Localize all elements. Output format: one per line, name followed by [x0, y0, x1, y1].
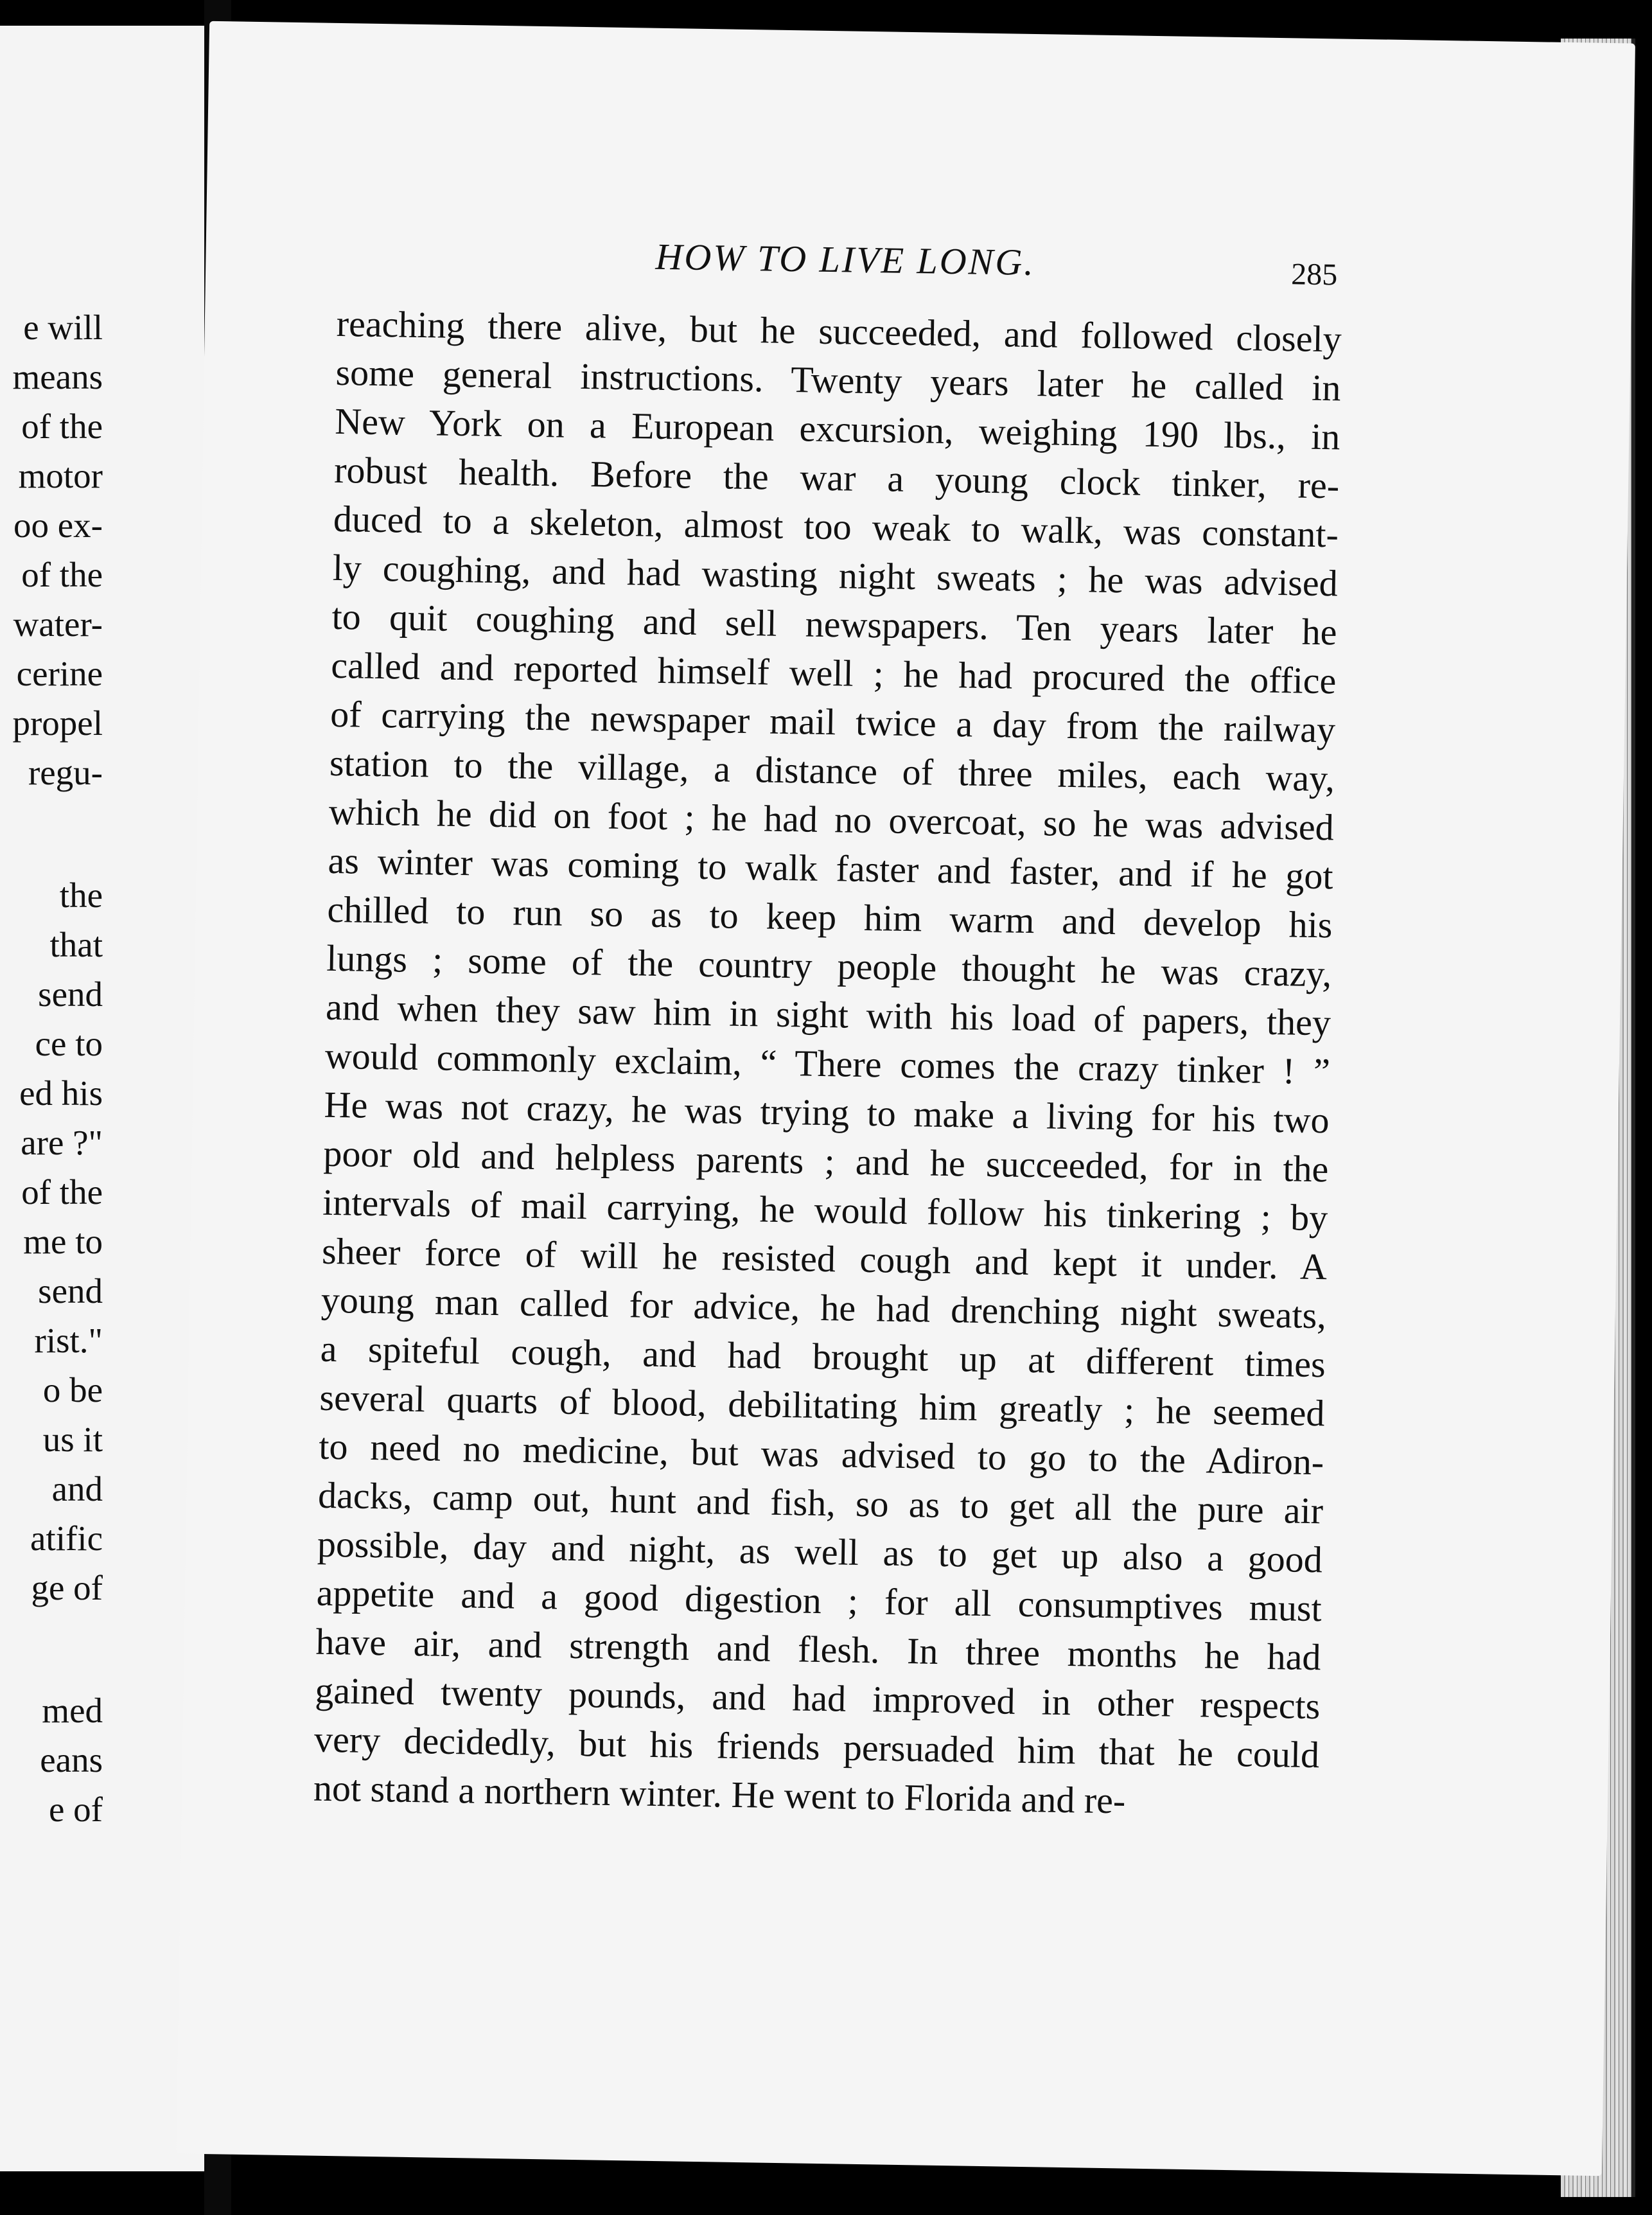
- text-line: to quit coughing and sell newspapers. Ten years later he: [331, 595, 1337, 653]
- left-page-fragment: of the: [21, 1172, 103, 1212]
- left-page-fragment: send: [38, 1271, 103, 1310]
- text-line: of carrying the newspaper mail twice a day from the railway: [330, 693, 1336, 751]
- text-line: called and reported himself well ; he had procured the office: [330, 644, 1337, 702]
- left-page-fragment: means: [12, 357, 103, 396]
- left-page-fragment: cerine: [16, 654, 103, 693]
- left-page-fragment: atific: [30, 1519, 103, 1558]
- text-line: duced to a skeleton, almost too weak to walk, was constant-: [333, 497, 1339, 556]
- left-page-fragment: me to: [23, 1222, 103, 1261]
- left-page-fragment: water-: [13, 604, 103, 644]
- text-line: possible, day and night, as well as to get up also a good: [317, 1522, 1323, 1581]
- text-line: New York on a European excursion, weighing 190 lbs., in: [334, 400, 1340, 458]
- left-page-fragment: are ?": [21, 1123, 103, 1162]
- book-page: [176, 21, 1635, 2176]
- text-line: to need no medicine, but was advised to go to the Adiron-: [318, 1425, 1324, 1483]
- text-line: would commonly exclaim, “ There comes the crazy tinker ! ”: [324, 1034, 1331, 1093]
- left-page-fragment: regu-: [28, 753, 103, 792]
- left-page-fragment: oo ex-: [13, 506, 103, 545]
- left-page-fragment: of the: [21, 555, 103, 594]
- text-line: sheer force of will he resisted cough and kept it under. A: [321, 1230, 1328, 1288]
- text-line: not stand a northern winter. He went to Florida and re-: [313, 1767, 1126, 1822]
- body-text: [313, 299, 1342, 1828]
- text-line: young man called for advice, he had drenching night sweats,: [321, 1278, 1327, 1337]
- left-page-fragment: that: [49, 925, 103, 964]
- text-line: chilled to run so as to keep him warm and develop his: [327, 888, 1333, 946]
- left-page-fragment: o be: [42, 1370, 103, 1409]
- text-line: dacks, camp out, hunt and fish, so as to get all the pure air: [317, 1474, 1324, 1532]
- left-page-fragment: ge of: [31, 1568, 103, 1607]
- text-line: robust health. Before the war a young clock tinker, re-: [333, 448, 1340, 507]
- text-line: He was not crazy, he was trying to make a living for his two: [324, 1083, 1330, 1142]
- left-page-fragment: ce to: [35, 1024, 103, 1063]
- left-page-fragment: the: [59, 876, 103, 915]
- text-line: and when they saw him in sight with his load of papers, they: [325, 985, 1331, 1044]
- left-page-fragment: eans: [40, 1740, 103, 1779]
- left-page-fragment: and: [51, 1469, 103, 1508]
- text-line: lungs ; some of the country people thought he was crazy,: [326, 937, 1332, 995]
- left-page-fragment: e will: [23, 308, 103, 347]
- text-line: which he did on foot ; he had no overcoat, so he was advised: [328, 790, 1335, 849]
- text-line: gained twenty pounds, and had improved in other respects: [314, 1669, 1321, 1727]
- text-line: intervals of mail carrying, he would follow his tinkering ; by: [322, 1181, 1328, 1239]
- left-page-fragment: send: [38, 975, 103, 1014]
- text-line: appetite and a good digestion ; for all consumptives must: [316, 1571, 1322, 1630]
- left-page-fragment: propel: [12, 703, 103, 743]
- left-page-fragment: med: [42, 1691, 103, 1730]
- text-line: poor old and helpless parents ; and he succeeded, for in the: [323, 1132, 1329, 1190]
- left-page-fragment: us it: [42, 1420, 103, 1459]
- left-page-fragment: of the: [21, 407, 103, 446]
- facing-page-left: [0, 26, 204, 2171]
- text-line: several quarts of blood, debilitating him greatly ; he seemed: [319, 1376, 1325, 1434]
- left-page-fragment: e of: [49, 1790, 103, 1829]
- left-page-fragment: motor: [18, 456, 103, 495]
- left-page-fragment: ed his: [19, 1073, 103, 1113]
- text-line: have air, and strength and flesh. In three months he had: [315, 1620, 1321, 1679]
- text-line: reaching there alive, but he succeeded, and followed closely: [336, 302, 1342, 360]
- page-number: 285: [1290, 257, 1338, 292]
- text-line: ly coughing, and had wasting night sweats ; he was advised: [332, 546, 1339, 604]
- text-line: station to the village, a distance of three miles, each way,: [329, 741, 1335, 800]
- text-line: very decidedly, but his friends persuaded him that he could: [313, 1718, 1320, 1776]
- text-line: some general instructions. Twenty years later he called in: [335, 351, 1341, 409]
- left-page-fragment: rist.": [34, 1321, 103, 1360]
- running-head: HOW TO LIVE LONG.: [655, 235, 1036, 284]
- text-line: as winter was coming to walk faster and faster, and if he got: [328, 839, 1334, 897]
- text-line: a spiteful cough, and had brought up at different times: [320, 1327, 1326, 1386]
